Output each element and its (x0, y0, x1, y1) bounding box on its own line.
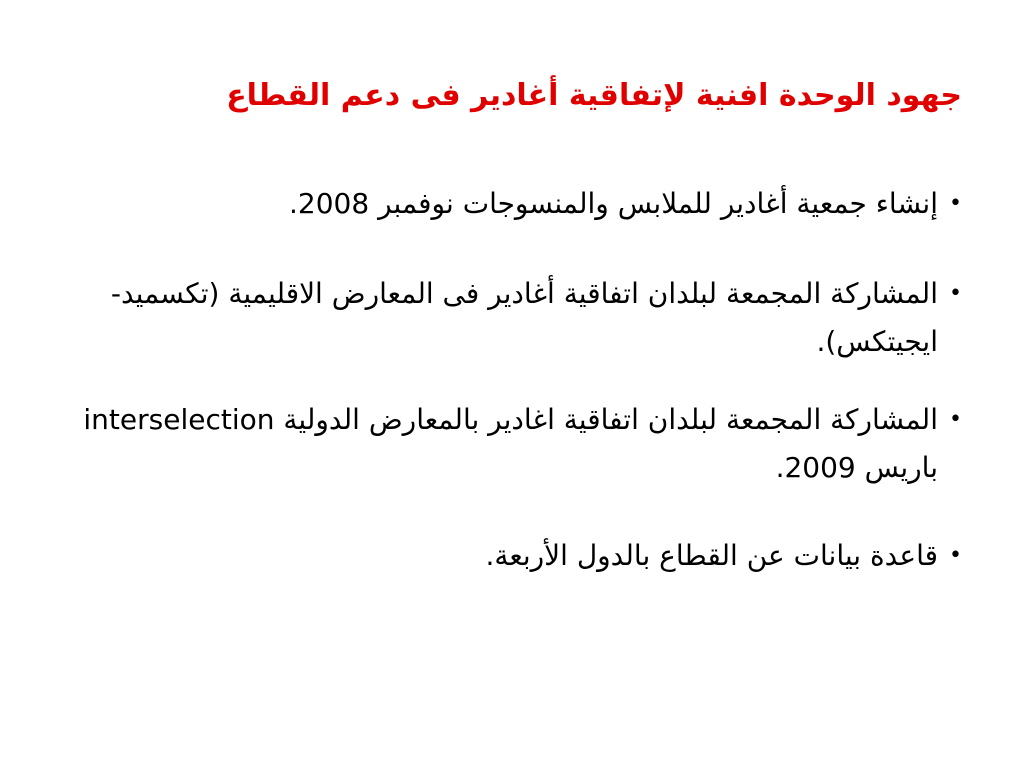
slide-title: جهود الوحدة افنية لإتفاقية أغادير فى دعم القطاع (226, 78, 962, 113)
bullet-item (62, 396, 962, 492)
bullet-dot-icon: • (949, 543, 962, 568)
bullet-item (62, 532, 962, 580)
bullet-dot-icon: • (949, 407, 962, 432)
bullet-item (62, 270, 962, 366)
bullet-text: المشاركة المجمعة لبلدان اتفاقية اغادير بالمعارض الدولية interselection باريس 2009. (83, 403, 938, 484)
bullet-text: إنشاء جمعية أغادير للملابس والمنسوجات نوفمبر 2008. (289, 187, 938, 220)
bullet-dot-icon: • (949, 191, 962, 216)
bullet-item (62, 180, 962, 228)
bullet-dot-icon: • (949, 281, 962, 306)
bullet-text: قاعدة بيانات عن القطاع بالدول الأربعة. (485, 539, 938, 572)
bullet-list (62, 180, 962, 622)
bullet-text: المشاركة المجمعة لبلدان اتفاقية أغادير فى المعارض الاقليمية (تكسميد- ايجيتكس). (110, 277, 938, 358)
